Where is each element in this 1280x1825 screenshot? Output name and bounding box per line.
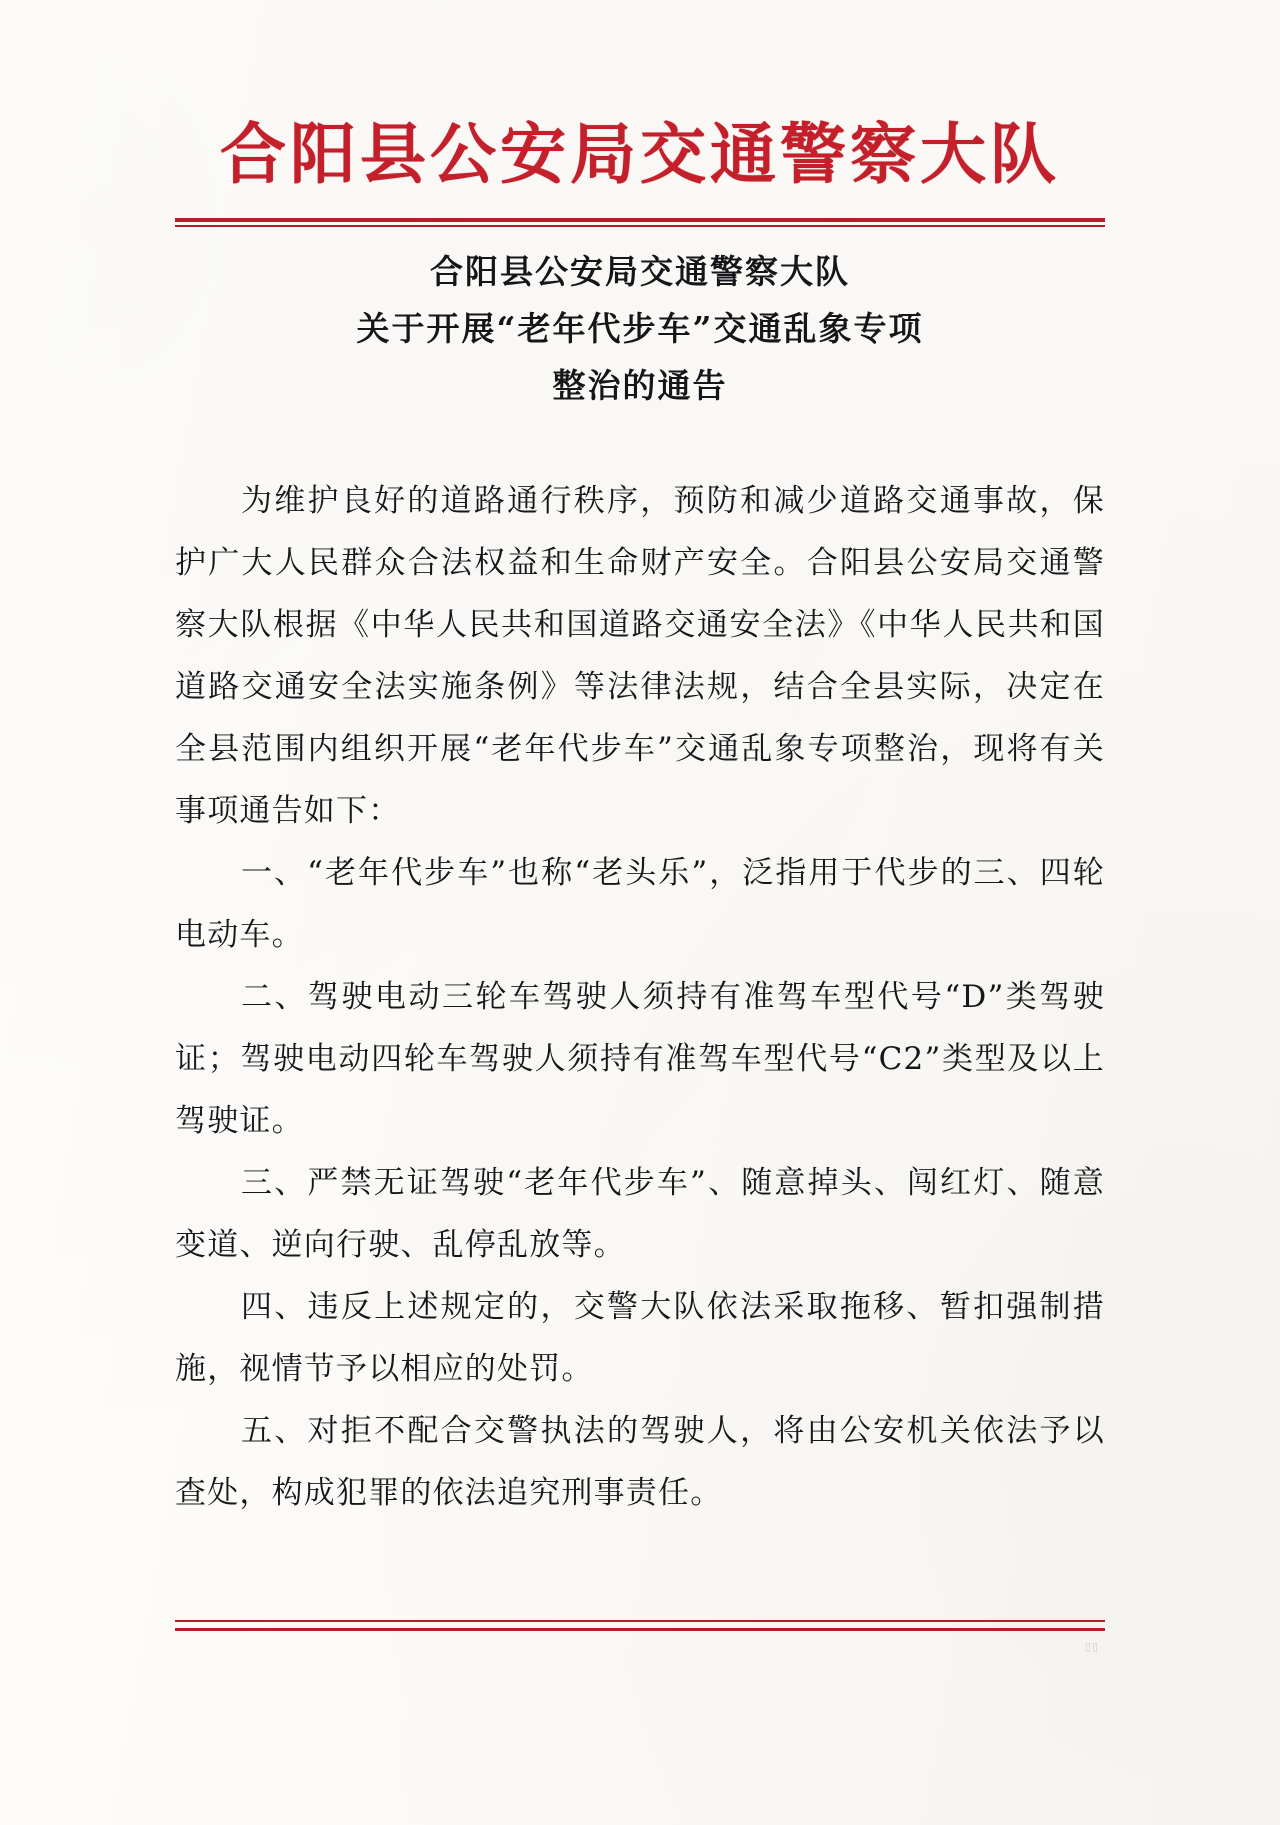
- footer-thick-line: [175, 1628, 1105, 1631]
- document-heading: [175, 243, 1105, 414]
- heading-line-2: 关于开展“老年代步车”交通乱象专项: [356, 309, 924, 348]
- page-corner-mark: ▯▯: [1084, 1640, 1099, 1653]
- heading-line-1: 合阳县公安局交通警察大队: [430, 252, 850, 291]
- letterhead: [175, 115, 1105, 193]
- body-paragraph-5: 四、违反上述规定的，交警大队依法采取拖移、暂扣强制措施，视情节予以相应的处罚。: [175, 1289, 1105, 1387]
- body-paragraph-6: 五、对拒不配合交警执法的驾驶人，将由公安机关依法予以查处，构成犯罪的依法追究刑事责任。: [175, 1413, 1105, 1511]
- body-paragraph-2: 一、“老年代步车”也称“老头乐”，泛指用于代步的三、四轮电动车。: [175, 855, 1105, 953]
- body-paragraph-3: 二、驾驶电动三轮车驾驶人须持有准驾车型代号“D”类驾驶证；驾驶电动四轮车驾驶人须持有准驾车型代号“C2”类型及以上驾驶证。: [175, 979, 1105, 1139]
- letterhead-divider: [175, 218, 1105, 227]
- divider-thin-line: [175, 225, 1105, 227]
- letterhead-organization-title: 合阳县公安局交通警察大队: [220, 115, 1060, 193]
- body-paragraph-4: 三、严禁无证驾驶“老年代步车”、随意掉头、闯红灯、随意变道、逆向行驶、乱停乱放等。: [175, 1165, 1105, 1263]
- footer-divider: [175, 1620, 1105, 1631]
- body-paragraph-1: 为维护良好的道路通行秩序，预防和减少道路交通事故，保护广大人民群众合法权益和生命财产安全。合阳县公安局交通警察大队根据《中华人民共和国道路交通安全法》《中华人民共和国道路交通安全法实施条例》等法律法规，结合全县实际，决定在全县范围内组织开展“老年代步车”交通乱象专项整治，现将有关事项通告如下：: [175, 483, 1105, 829]
- document-body: [175, 470, 1105, 1524]
- heading-line-3: 整治的通告: [552, 366, 728, 405]
- document-content: [175, 0, 1105, 1825]
